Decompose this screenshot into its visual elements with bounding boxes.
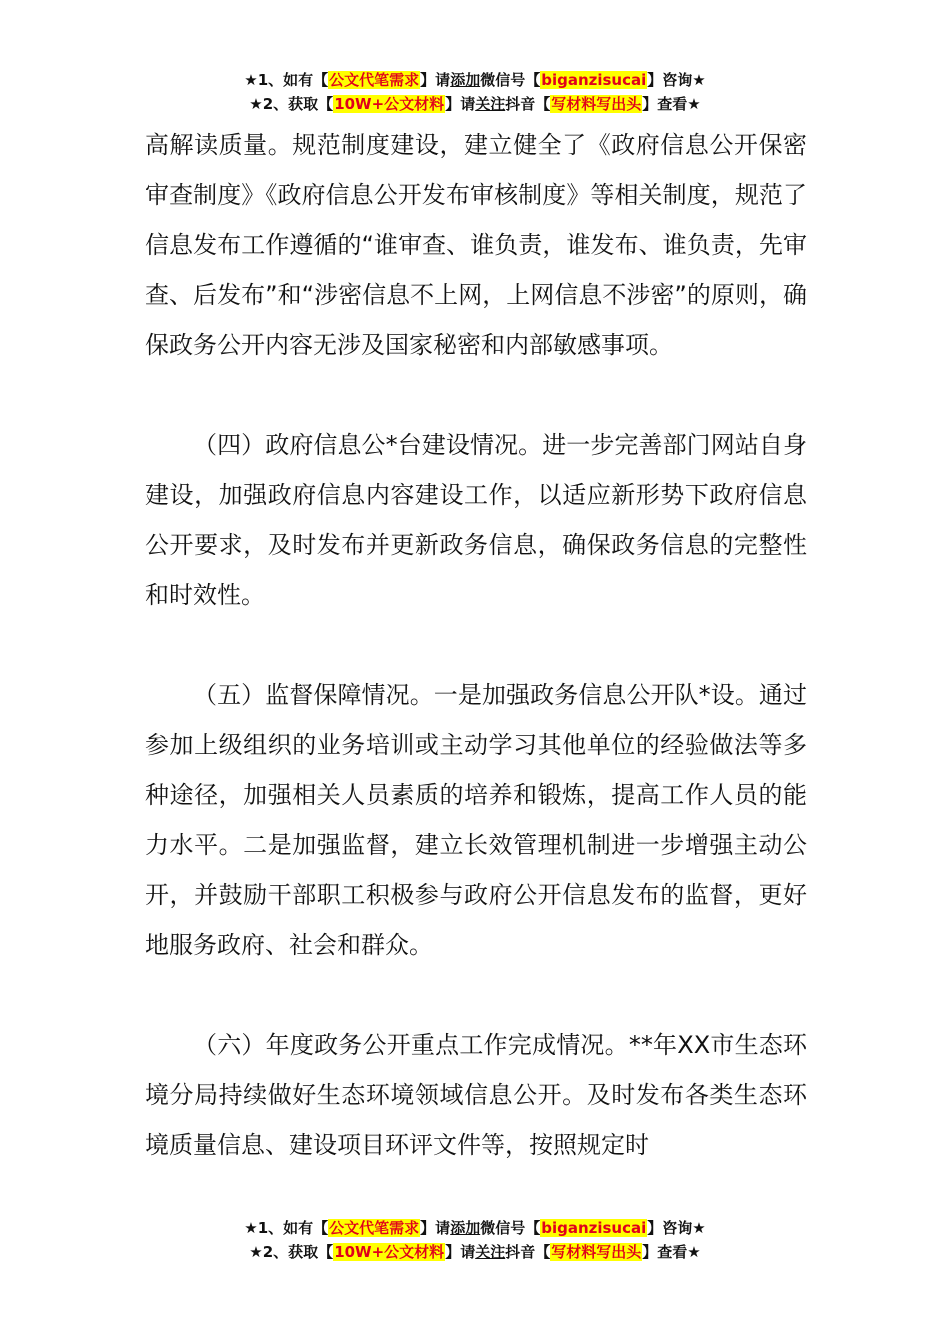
banner-highlight: 10W+公文材料 — [334, 95, 445, 113]
banner-text: 】请 — [445, 1243, 476, 1261]
banner-underline: 关注 — [475, 95, 506, 113]
banner-line-1 — [0, 68, 950, 92]
banner-highlight: 公文代笔需求 — [329, 71, 420, 89]
banner-highlight: 写材料写出头 — [551, 1243, 642, 1261]
banner-highlight: biganzisucai — [541, 1219, 647, 1237]
banner-text: 】请 — [445, 95, 476, 113]
banner-text: 微信号【 — [480, 71, 541, 89]
banner-text: 】咨询★ — [647, 1219, 706, 1237]
paragraph-section-4: （四）政府信息公*台建设情况。进一步完善部门网站自身建设，加强政府信息内容建设工作，以适应新形势下政府信息公开要求，及时发布并更新政务信息，确保政务信息的完整性和时效性。 — [145, 431, 807, 609]
banner-text: ★1、如有【 — [244, 71, 329, 89]
banner-underline: 添加 — [450, 71, 481, 89]
banner-highlight: biganzisucai — [541, 71, 647, 89]
banner-text: 】请 — [420, 1219, 451, 1237]
banner-text: 】查看★ — [642, 95, 701, 113]
banner-line-2 — [0, 92, 950, 116]
banner-underline: 添加 — [450, 1219, 481, 1237]
paragraph-continuation: 高解读质量。规范制度建设，建立健全了《政府信息公开保密审查制度》《政府信息公开发布审核制度》等相关制度，规范了信息发布工作遵循的“谁审查、谁负责，谁发布、谁负责，先审查、后发布”和“涉密信息不上网，上网信息不涉密”的原则，确保政务公开内容无涉及国家秘密和内部敏感事项。 — [145, 131, 807, 359]
banner-text: ★1、如有【 — [244, 1219, 329, 1237]
banner-text: 】查看★ — [642, 1243, 701, 1261]
banner-text: 】请 — [420, 71, 451, 89]
banner-text: 抖音【 — [505, 1243, 551, 1261]
banner-text: ★2、获取【 — [249, 1243, 334, 1261]
banner-highlight: 写材料写出头 — [551, 95, 642, 113]
paragraph-section-5: （五）监督保障情况。一是加强政务信息公开队*设。通过参加上级组织的业务培训或主动学习其他单位的经验做法等多种途径，加强相关人员素质的培养和锻炼，提高工作人员的能力水平。二是加强监督，建立长效管理机制进一步增强主动公开，并鼓励干部职工积极参与政府公开信息发布的监督，更好地服务政府、社会和群众。 — [145, 681, 807, 959]
banner-text: ★2、获取【 — [249, 95, 334, 113]
footer-banner — [0, 1216, 950, 1264]
banner-highlight: 10W+公文材料 — [334, 1243, 445, 1261]
header-banner — [0, 68, 950, 116]
paragraph-section-6: （六）年度政务公开重点工作完成情况。**年XX市生态环境分局持续做好生态环境领域信息公开。及时发布各类生态环境质量信息、建设项目环评文件等，按照规定时 — [145, 1031, 807, 1159]
banner-text: 微信号【 — [480, 1219, 541, 1237]
document-body — [145, 120, 807, 1170]
banner-line-1 — [0, 1216, 950, 1240]
banner-text: 】咨询★ — [647, 71, 706, 89]
banner-line-2 — [0, 1240, 950, 1264]
banner-highlight: 公文代笔需求 — [329, 1219, 420, 1237]
banner-underline: 关注 — [475, 1243, 506, 1261]
banner-text: 抖音【 — [505, 95, 551, 113]
